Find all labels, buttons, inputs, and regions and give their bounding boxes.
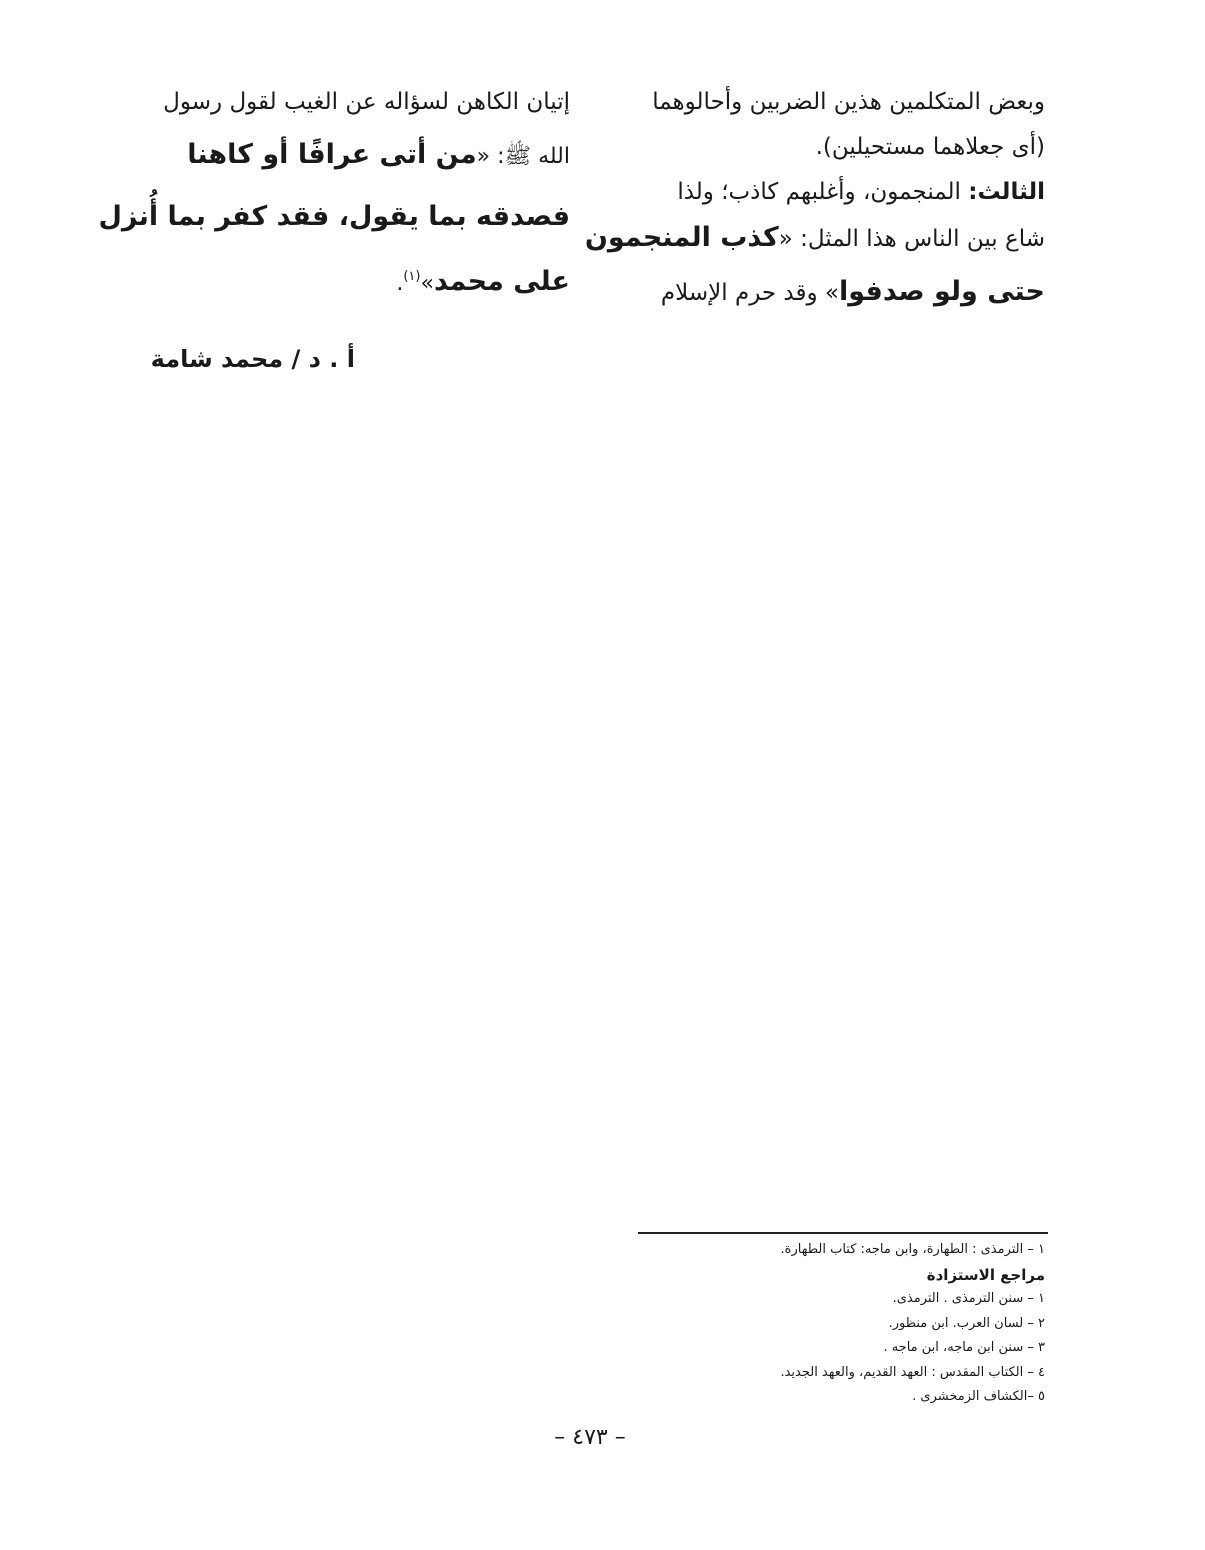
proverb-part-1: كذب المنجمون <box>584 222 779 253</box>
right-line-5 <box>625 262 1045 323</box>
footnotes-section <box>640 1238 1045 1410</box>
reference-item: ٣ – سنن ابن ماجه، ابن ماجه . <box>883 1340 1045 1355</box>
page-number: – ٤٧٣ – <box>554 1425 626 1450</box>
right-line-2: (أى جعلاهما مستحيلين). <box>815 134 1045 160</box>
right-line-4-text: شاع بين الناس هذا المثل: « <box>778 226 1045 252</box>
right-line-4 <box>584 215 1045 262</box>
proverb-part-2: حتى ولو صدفوا <box>839 276 1045 307</box>
section-label-third: الثالث: <box>968 179 1045 205</box>
left-text-column <box>98 80 570 314</box>
hadith-part-1: من أتى عرافًا أو كاهنا <box>187 139 477 170</box>
quote-close: » <box>420 271 434 296</box>
reference-item: ٢ – لسان العرب. ابن منظور. <box>888 1315 1045 1331</box>
period: . <box>396 271 404 296</box>
right-line-3 <box>625 170 1045 215</box>
footnote-1: ١ – الترمذى : الطهارة، وابن ماجه: كتاب الطهارة. <box>780 1242 1045 1257</box>
author-signature: أ . د / محمد شامة <box>150 345 355 373</box>
left-line-1: إتيان الكاهن لسؤاله عن الغيب لقول رسول <box>163 89 570 115</box>
left-line-2 <box>140 125 570 187</box>
reference-item: ٤ – الكتاب المقدس : العهد القديم، والعهد الجديد. <box>780 1364 1045 1380</box>
right-line-1: وبعض المتكلمين هذين الضربين وأحالوهما <box>652 89 1045 115</box>
right-line-5-text: » وقد حرم الإسلام <box>660 280 839 306</box>
references-heading: مراجع الاستزادة <box>926 1265 1045 1284</box>
footnote-divider <box>638 1232 1048 1234</box>
hadith-part-2: فصدقه بما يقول، فقد كفر بما أُنزل <box>98 201 570 232</box>
hadith-part-3: على محمد <box>433 266 570 297</box>
reference-item: ١ – سنن الترمذى . الترمذى. <box>892 1291 1045 1306</box>
reference-item: ٥ –الكشاف الزمخشرى . <box>912 1389 1045 1404</box>
left-line-4 <box>140 247 570 314</box>
left-line-2-text: الله ﷺ: « <box>476 144 570 169</box>
right-line-3-text: المنجمون، وأغلبهم كاذب؛ ولذا <box>677 179 969 205</box>
footnote-ref[interactable]: (١) <box>403 269 421 284</box>
right-text-column <box>584 80 1045 323</box>
